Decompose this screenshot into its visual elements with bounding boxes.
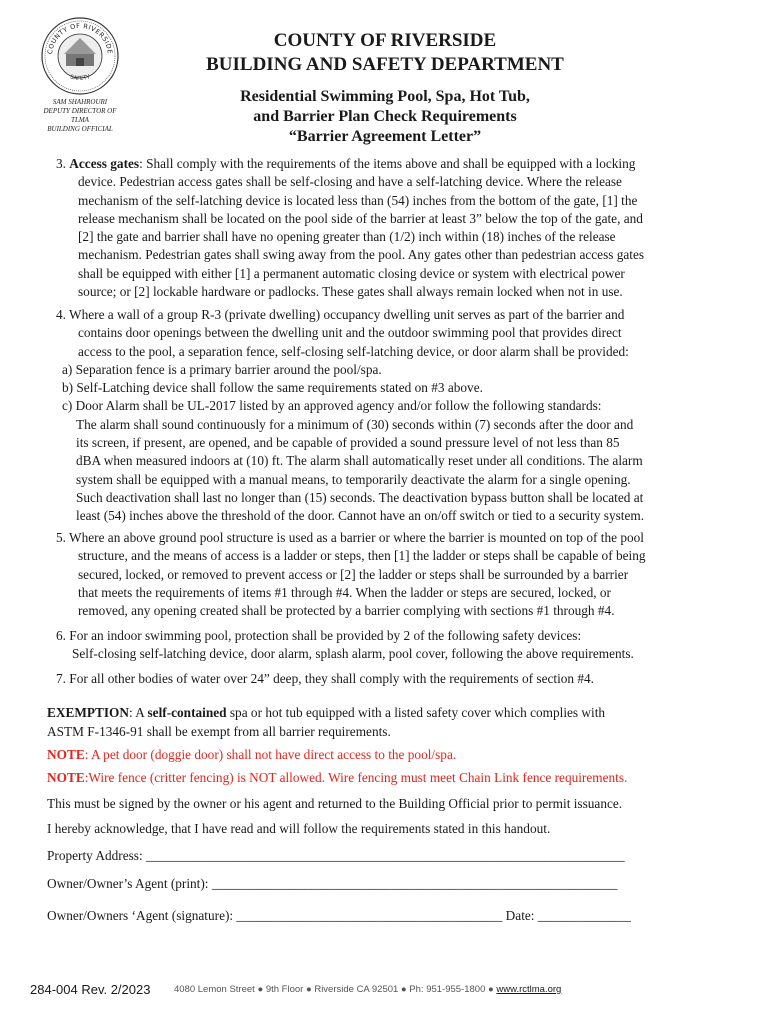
item-4a: a) Separation fence is a primary barrier around the pool/spa.: [62, 361, 382, 377]
item-3-access-gates: 3. Access gates: Shall comply with the requirements of the items above and shall be equipped with a locking device. Pedestrian access gates shall be self-closing and have a self-latching device. Where the release mechanism of the self-latching device is located less than (54) inches from the bottom of the gate, [1] the release mechanism shall be located on the pool side of the barrier at least 3” below the top of the gate, and [2] the gate and barrier shall have no opening greater than (1/2) inch within (18) inches of the release mechanism. Pedestrian gates shall swing away from the pool. Any gates other than pedestrian access gates shall be equipped with either [1] a permanent automatic closing device or system with electrical power source; or [2] lockable hardware or padlocks. These gates shall always remain locked when not in use.: [56, 156, 645, 300]
owner-print-field[interactable]: Owner/Owner’s Agent (print): _____________________________________________________________: [47, 876, 618, 891]
website-link[interactable]: www.rctlma.org: [496, 984, 562, 995]
county-seal: [40, 16, 120, 96]
acknowledgement: I hereby acknowledge, that I have read and will follow the requirements stated in this handout.: [47, 821, 551, 836]
official-name: SAM SHAHROURI: [52, 98, 108, 106]
county-heading: COUNTY OF RIVERSIDE: [273, 30, 497, 51]
item-6-indoor-pool: 6. For an indoor swimming pool, protection shall be provided by 2 of the following safety devices: Self-closing self-latching device, door alarm, splash alarm, pool cover, following the above requirements.: [56, 628, 634, 662]
doc-title-line-2: and Barrier Plan Check Requirements: [253, 108, 517, 125]
item-5-above-ground: 5. Where an above ground pool structure is used as a barrier or where the barrier is mounted on top of the pool structure, and the means of access is a ladder or steps, then [1] the ladder or steps shall be capable of being secured, locked, or removed to prevent access or [2] the ladder or steps shall be surrounded by a barrier that meets the requirements of items #1 through #4. When the ladder or steps are secured, locked, or removed, any opening created shall be protected by a barrier complying with sections #1 through #4.: [56, 530, 646, 619]
note-wire-fence: NOTE:Wire fence (critter fencing) is NOT allowed. Wire fencing must meet Chain Link fence requirements.: [47, 770, 628, 785]
exemption-label: EXEMPTION: [47, 705, 130, 720]
item-4b: b) Self-Latching device shall follow the same requirements stated on #3 above.: [62, 380, 483, 396]
department-heading: BUILDING AND SAFETY DEPARTMENT: [206, 54, 564, 75]
official-title-1: DEPUTY DIRECTOR OF: [43, 107, 117, 115]
exemption-block: EXEMPTION: A self-contained spa or hot tub equipped with a listed safety cover which complies with ASTM F-1346-91 shall be exempt from all barrier requirements.: [47, 705, 606, 739]
seal-ring-top: COUNTY OF RIVERSIDE: [45, 21, 114, 55]
signoff-instruction: This must be signed by the owner or his agent and returned to the Building Official prior to permit issuance.: [47, 796, 623, 811]
item-4-wall-barrier: 4. Where a wall of a group R-3 (private dwelling) occupancy dwelling unit serves as part of the barrier and contains door openings between the dwelling unit and the outdoor swimming pool that provides direct access to the pool, a separation fence, self-closing self-latching device, or door alarm shall be provided: a) Separation fence is a primary barrier around the pool/spa. b) Self-Latching device shall follow the same requirements stated on #3 above. c) Door Alarm shall be UL-2017 listed by an approved agency and/or follow the following standards: The alarm shall sound continuously for a minimum of (30) seconds within (7) seconds after the door and its screen, if present, are opened, and be capable of provided a sound pressure level of not less than 85 dBA when measured indoors at (10) ft. The alarm shall automatically reset under all conditions. The alarm system shall be equipped with a manual means, to temporarily deactivate the alarm for a single opening. Such deactivation shall last no longer than (15) seconds. The deactivation bypass button shall be located at least (54) inches above the threshold of the door. Cannot have an on/off switch or tied to a security system.: [56, 306, 724, 526]
seal-ring-bottom: SAFETY: [69, 74, 91, 83]
owner-signature-field[interactable]: Owner/Owners ‘Agent (signature): ________________________________________ Date: ______________: [47, 908, 631, 923]
footer-address: 4080 Lemon Street ● 9th Floor ● Riverside CA 92501 ● Ph: 951-955-1800 ● www.rctlma.org: [174, 984, 562, 995]
doc-title-line-1: Residential Swimming Pool, Spa, Hot Tub,: [240, 88, 530, 105]
official-block: [28, 98, 132, 134]
official-title-2: TLMA: [71, 116, 89, 124]
item-4c: c) Door Alarm shall be UL-2017 listed by an approved agency and/or follow the following standards:: [62, 398, 602, 414]
doc-title-line-3: “Barrier Agreement Letter”: [288, 128, 482, 145]
item-7-other-water: 7. For all other bodies of water over 24” deep, they shall comply with the requirements of section #4.: [56, 671, 595, 686]
note-pet-door: NOTE: A pet door (doggie door) shall not have direct access to the pool/spa.: [47, 747, 457, 762]
official-title-3: BUILDING OFFICIAL: [47, 125, 113, 133]
access-gates-label: Access gates: [69, 156, 140, 171]
revision-number: 284-004 Rev. 2/2023: [30, 982, 151, 997]
property-address-field[interactable]: Property Address: ________________________________________________________________________: [47, 848, 625, 863]
